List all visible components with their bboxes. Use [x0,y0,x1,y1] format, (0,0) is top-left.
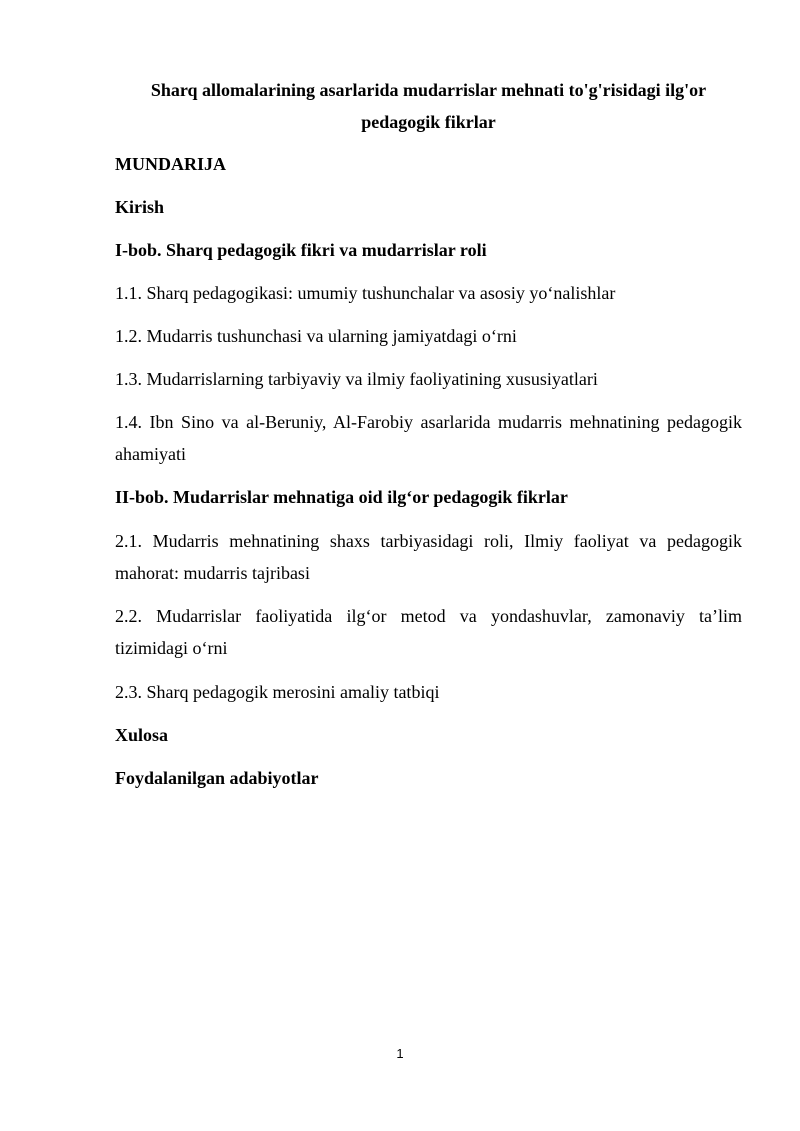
toc-item-2-3: 2.3. Sharq pedagogik merosini amaliy tatbiqi [115,682,440,702]
toc-chapter-2-heading: II-bob. Mudarrislar mehnatiga oid ilg‘or pedagogik fikrlar [115,487,568,507]
page-number: 1 [396,1046,404,1061]
toc-references: Foydalanilgan adabiyotlar [115,768,319,788]
toc-item-1-2: 1.2. Mudarris tushunchasi va ularning jamiyatdagi o‘rni [115,326,517,346]
toc-item-2-1: 2.1. Mudarris mehnatining shaxs tarbiyasidagi roli, Ilmiy faoliyat va pedagogik mahorat: mudarris tajribasi [115,531,742,583]
toc-heading: MUNDARIJA [115,154,226,174]
toc-intro: Kirish [115,197,165,217]
toc-chapter-1-heading: I-bob. Sharq pedagogik fikri va mudarrislar roli [115,240,487,260]
toc-conclusion: Xulosa [115,725,169,745]
toc-item-1-4: 1.4. Ibn Sino va al-Beruniy, Al-Farobiy asarlarida mudarris mehnatining pedagogik ahamiyati [115,412,742,464]
document-title: Sharq allomalarining asarlarida mudarrislar mehnati to'g'risidagi ilg'or pedagogik fikrlar [150,80,707,132]
toc-item-1-1: 1.1. Sharq pedagogikasi: umumiy tushunchalar va asosiy yo‘nalishlar [115,283,616,303]
toc-item-2-2: 2.2. Mudarrislar faoliyatida ilg‘or metod va yondashuvlar, zamonaviy ta’lim tizimidagi o‘rni [115,606,742,658]
toc-item-1-3: 1.3. Mudarrislarning tarbiyaviy va ilmiy faoliyatining xususiyatlari [115,369,598,389]
